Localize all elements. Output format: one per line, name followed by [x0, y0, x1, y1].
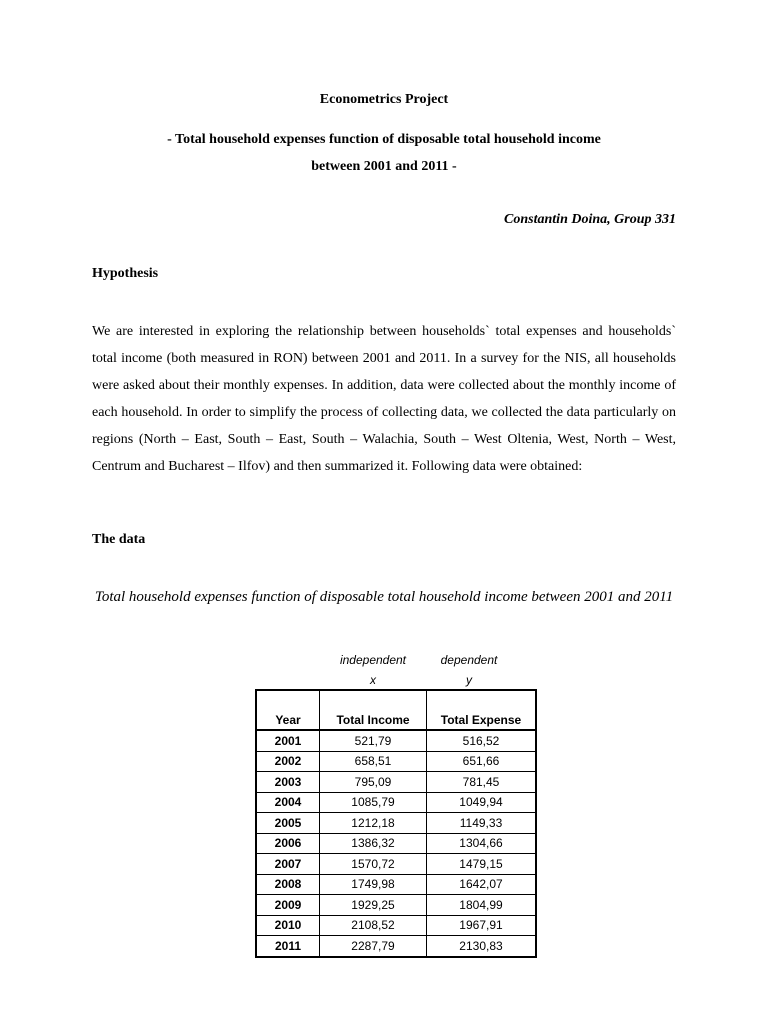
cell-total-expense: 1304,66 — [427, 833, 537, 854]
cell-total-expense: 1149,33 — [427, 813, 537, 834]
cell-year: 2002 — [256, 751, 320, 772]
cell-total-income: 1212,18 — [320, 813, 427, 834]
independent-label: independent — [339, 653, 407, 667]
table-row — [256, 751, 536, 772]
cell-total-expense: 1642,07 — [427, 874, 537, 895]
header-total-expense: Total Expense — [427, 690, 537, 730]
cell-total-income: 1570,72 — [320, 854, 427, 875]
author-line: Constantin Doina, Group 331 — [504, 212, 676, 227]
header-total-income: Total Income — [320, 690, 427, 730]
table-row — [256, 730, 536, 751]
document-subtitle-line2: between 2001 and 2011 - — [311, 159, 457, 174]
cell-year: 2009 — [256, 895, 320, 916]
table-row — [256, 915, 536, 936]
table-row — [256, 936, 536, 957]
cell-year: 2004 — [256, 792, 320, 813]
table-row — [256, 874, 536, 895]
dependent-label: dependent — [440, 653, 498, 667]
table-row — [256, 813, 536, 834]
cell-year: 2001 — [256, 730, 320, 751]
cell-total-expense: 516,52 — [427, 730, 537, 751]
cell-total-income: 1085,79 — [320, 792, 427, 813]
cell-total-expense: 651,66 — [427, 751, 537, 772]
cell-total-income: 2108,52 — [320, 915, 427, 936]
cell-year: 2011 — [256, 936, 320, 957]
y-label: y — [466, 673, 472, 687]
document-title: Econometrics Project — [319, 92, 449, 107]
cell-total-income: 521,79 — [320, 730, 427, 751]
cell-total-income: 658,51 — [320, 751, 427, 772]
header-year: Year — [256, 690, 320, 730]
data-heading: The data — [92, 532, 146, 547]
data-table — [255, 689, 537, 958]
cell-year: 2007 — [256, 854, 320, 875]
cell-year: 2010 — [256, 915, 320, 936]
cell-total-income: 1929,25 — [320, 895, 427, 916]
cell-total-expense: 1479,15 — [427, 854, 537, 875]
hypothesis-heading: Hypothesis — [92, 266, 159, 281]
table-row — [256, 833, 536, 854]
hypothesis-paragraph: We are interested in exploring the relationship between households` total expenses and households` total income (both measured in RON) between 2001 and 2011. In a survey for the NIS, all households were asked about their monthly expenses. In addition, data were collected about the monthly income of each household. In order to simplify the process of collecting data, we collected the data particularly on regions (North – East, South – East, South – Walachia, South – West Oltenia, West, North – West, Centrum and Bucharest – Ilfov) and then summarized it. Following data were obtained: — [92, 324, 676, 474]
cell-total-income: 1386,32 — [320, 833, 427, 854]
table-row — [256, 895, 536, 916]
cell-total-expense: 2130,83 — [427, 936, 537, 957]
document-subtitle-line1: - Total household expenses function of disposable total household income — [167, 132, 601, 147]
cell-year: 2005 — [256, 813, 320, 834]
cell-total-income: 2287,79 — [320, 936, 427, 957]
cell-year: 2006 — [256, 833, 320, 854]
cell-year: 2008 — [256, 874, 320, 895]
table-row — [256, 854, 536, 875]
table-row — [256, 772, 536, 793]
cell-total-expense: 1049,94 — [427, 792, 537, 813]
table-caption: Total household expenses function of disposable total household income between 2001 and 2011 — [94, 589, 674, 605]
cell-total-expense: 1804,99 — [427, 895, 537, 916]
cell-total-income: 1749,98 — [320, 874, 427, 895]
cell-total-income: 795,09 — [320, 772, 427, 793]
cell-year: 2003 — [256, 772, 320, 793]
table-row — [256, 792, 536, 813]
x-label: x — [370, 673, 376, 687]
cell-total-expense: 1967,91 — [427, 915, 537, 936]
cell-total-expense: 781,45 — [427, 772, 537, 793]
table-body — [256, 730, 536, 957]
